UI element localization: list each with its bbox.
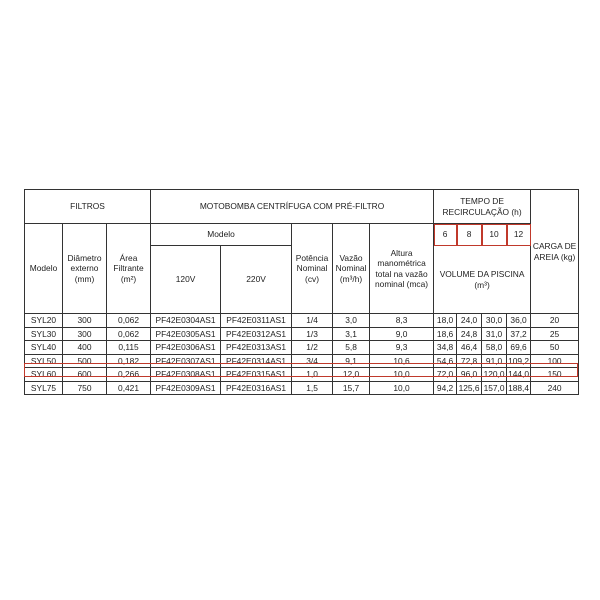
table-body	[25, 314, 579, 395]
table-row	[25, 314, 579, 328]
cell-vazao: 12,0	[333, 368, 370, 382]
header-220v: 220V	[221, 246, 292, 314]
cell-diam: 600	[63, 368, 107, 382]
header-tempo-6: 6	[434, 224, 457, 246]
header-modelo-bomba: Modelo	[151, 224, 292, 246]
table-row	[25, 381, 579, 395]
cell-carga: 25	[531, 327, 579, 341]
cell-m220: PF42E0313AS1	[221, 341, 292, 355]
cell-area: 0,062	[107, 314, 151, 328]
header-120v: 120V	[151, 246, 221, 314]
cell-m120: PF42E0307AS1	[151, 354, 221, 368]
cell-area: 0,115	[107, 341, 151, 355]
cell-v10: 120,0	[482, 368, 507, 382]
cell-m120: PF42E0309AS1	[151, 381, 221, 395]
cell-carga: 50	[531, 341, 579, 355]
cell-m220: PF42E0314AS1	[221, 354, 292, 368]
cell-vazao: 9,1	[333, 354, 370, 368]
cell-diam: 300	[63, 327, 107, 341]
cell-pot: 1/2	[292, 341, 333, 355]
cell-v12: 144,0	[508, 369, 530, 379]
cell-diam: 500	[63, 354, 107, 368]
cell-m220: PF42E0315AS1	[221, 368, 292, 382]
cell-altura: 9,0	[370, 327, 434, 341]
cell-modelo: SYL30	[25, 327, 63, 341]
header-volume-piscina: VOLUME DA PISCINA (m³)	[434, 246, 531, 314]
cell-v8: 24,8	[457, 327, 482, 341]
cell-carga: 20	[531, 314, 579, 328]
cell-modelo: SYL75	[25, 381, 63, 395]
header-vazao: Vazão Nominal (m³/h)	[333, 224, 370, 314]
cell-vazao: 3,0	[333, 314, 370, 328]
cell-m120: PF42E0306AS1	[151, 341, 221, 355]
cell-vazao: 5,8	[333, 341, 370, 355]
cell-v6: 34,8	[434, 341, 457, 355]
cell-modelo: SYL60	[25, 368, 63, 382]
cell-v6: 54,6	[434, 354, 457, 368]
cell-v6: 18,6	[434, 327, 457, 341]
table-row	[25, 368, 579, 382]
cell-m220: PF42E0312AS1	[221, 327, 292, 341]
header-tempo-12: 12	[507, 224, 531, 246]
table-row	[25, 327, 579, 341]
spec-table	[24, 189, 579, 395]
cell-v10: 157,0	[482, 381, 507, 395]
cell-pot: 3/4	[292, 354, 333, 368]
cell-altura: 10,0	[370, 381, 434, 395]
cell-v8: 46,4	[457, 341, 482, 355]
cell-pot: 1,0	[292, 368, 333, 382]
cell-v12: 36,0	[507, 314, 531, 328]
header-diametro: Diâmetro externo (mm)	[63, 224, 107, 314]
cell-vazao: 15,7	[333, 381, 370, 395]
cell-area: 0,062	[107, 327, 151, 341]
header-area-filtrante: Área Filtrante (m²)	[107, 224, 151, 314]
cell-v12: 109,2	[508, 355, 530, 366]
header-motobomba: MOTOBOMBA CENTRÍFUGA COM PRÉ-FILTRO	[151, 190, 434, 224]
header-tempo-10: 10	[482, 224, 507, 246]
cell-m220: PF42E0316AS1	[221, 381, 292, 395]
cell-m120: PF42E0305AS1	[151, 327, 221, 341]
cell-pot: 1,5	[292, 381, 333, 395]
cell-altura: 8,3	[370, 314, 434, 328]
cell-v12: 188,4	[508, 382, 530, 393]
cell-v8: 96,0	[457, 368, 482, 382]
cell-v12: 69,6	[507, 341, 531, 355]
cell-carga: 240	[531, 381, 579, 395]
cell-pot: 1/3	[292, 327, 333, 341]
cell-vazao: 3,1	[333, 327, 370, 341]
cell-v10: 31,0	[482, 327, 507, 341]
cell-v8: 125,6	[457, 381, 482, 395]
cell-v6: 18,0	[434, 314, 457, 328]
cell-v8: 72,8	[457, 354, 482, 368]
cell-v10: 30,0	[482, 314, 507, 328]
header-potencia: Potência Nominal (cv)	[292, 224, 333, 314]
cell-altura: 10,6	[370, 354, 434, 368]
header-altura: Altura manométrica total na vazão nominal (mca)	[370, 224, 434, 314]
cell-modelo: SYL20	[25, 314, 63, 328]
header-filtros: FILTROS	[25, 190, 151, 224]
cell-v10: 91,0	[482, 354, 507, 368]
header-carga-areia: CARGA DE AREIA (kg)	[531, 190, 579, 314]
table-row	[25, 341, 579, 355]
cell-diam: 300	[63, 314, 107, 328]
cell-m120: PF42E0308AS1	[151, 368, 221, 382]
header-tempo-8: 8	[457, 224, 482, 246]
cell-modelo: SYL50	[25, 354, 63, 368]
cell-area: 0,266	[107, 368, 151, 382]
cell-modelo: SYL40	[25, 341, 63, 355]
cell-v6: 72,0	[434, 368, 457, 382]
cell-carga: 150	[531, 368, 579, 382]
cell-area: 0,182	[107, 354, 151, 368]
cell-area: 0,421	[107, 381, 151, 395]
cell-diam: 750	[63, 381, 107, 395]
cell-v12: 37,2	[507, 327, 531, 341]
cell-altura: 10,0	[370, 368, 434, 382]
header-modelo: Modelo	[25, 224, 63, 314]
cell-v10: 58,0	[482, 341, 507, 355]
cell-diam: 400	[63, 341, 107, 355]
cell-altura: 9,3	[370, 341, 434, 355]
table-row	[25, 354, 579, 368]
cell-m220: PF42E0311AS1	[221, 314, 292, 328]
cell-v8: 24,0	[457, 314, 482, 328]
header-tempo-recirculacao: TEMPO DE RECIRCULAÇÃO (h)	[434, 190, 531, 224]
cell-carga: 100	[531, 354, 579, 368]
cell-m120: PF42E0304AS1	[151, 314, 221, 328]
cell-pot: 1/4	[292, 314, 333, 328]
cell-v6: 94,2	[434, 381, 457, 395]
